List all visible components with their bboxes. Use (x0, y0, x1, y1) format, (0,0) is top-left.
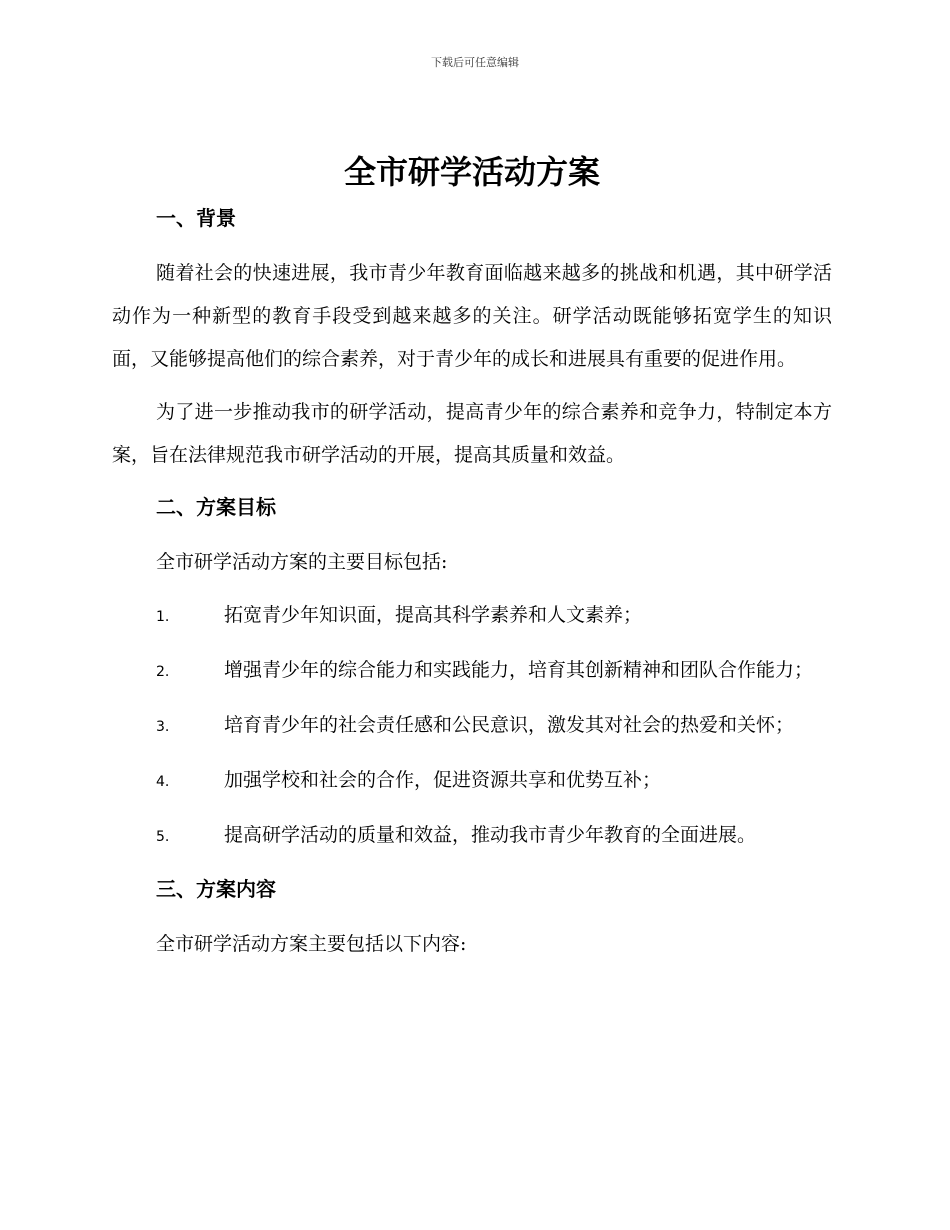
section-heading-content: 三、方案内容 (156, 877, 276, 901)
list-item-text: 培育青少年的社会责任感和公民意识，激发其对社会的热爱和关怀； (224, 714, 795, 736)
list-number: 2. (156, 664, 170, 680)
paragraph: 随着社会的快速进展，我市青少年教育面临越来越多的挑战和机遇，其中研学活动作为一种新型的教育手段受到越来越多的关注。研学活动既能够拓宽学生的知识面，又能够提高他们的综合素养，对于青少年的成长和进展具有重要的促进作用。 (112, 262, 832, 370)
list-number: 4. (156, 774, 170, 790)
list-item (112, 594, 832, 639)
paragraph: 为了进一步推动我市的研学活动，提高青少年的综合素养和竞争力，特制定本方案，旨在法律规范我市研学活动的开展，提高其质量和效益。 (112, 401, 832, 466)
section-heading-background: 一、背景 (156, 206, 236, 230)
paragraph: 全市研学活动方案的主要目标包括: (156, 551, 448, 573)
list-item-text: 拓宽青少年知识面，提高其科学素养和人文素养； (224, 604, 643, 626)
page-header: 下载后可任意编辑 (431, 56, 519, 69)
section-heading-goals: 二、方案目标 (156, 495, 276, 519)
list-number: 5. (156, 829, 170, 845)
list-item (112, 814, 832, 859)
list-item-text: 增强青少年的综合能力和实践能力，培育其创新精神和团队合作能力； (224, 659, 814, 681)
document-title: 全市研学活动方案 (343, 153, 600, 191)
list-number: 3. (156, 719, 170, 735)
list-number: 1. (156, 609, 170, 625)
list-item (112, 759, 832, 804)
list-item-text: 提高研学活动的质量和效益，推动我市青少年教育的全面进展。 (224, 824, 757, 846)
list-item (112, 704, 832, 749)
list-item (112, 649, 832, 694)
document-body (112, 150, 832, 966)
list-item-text: 加强学校和社会的合作，促进资源共享和优势互补； (224, 769, 662, 791)
paragraph: 全市研学活动方案主要包括以下内容: (156, 933, 467, 955)
